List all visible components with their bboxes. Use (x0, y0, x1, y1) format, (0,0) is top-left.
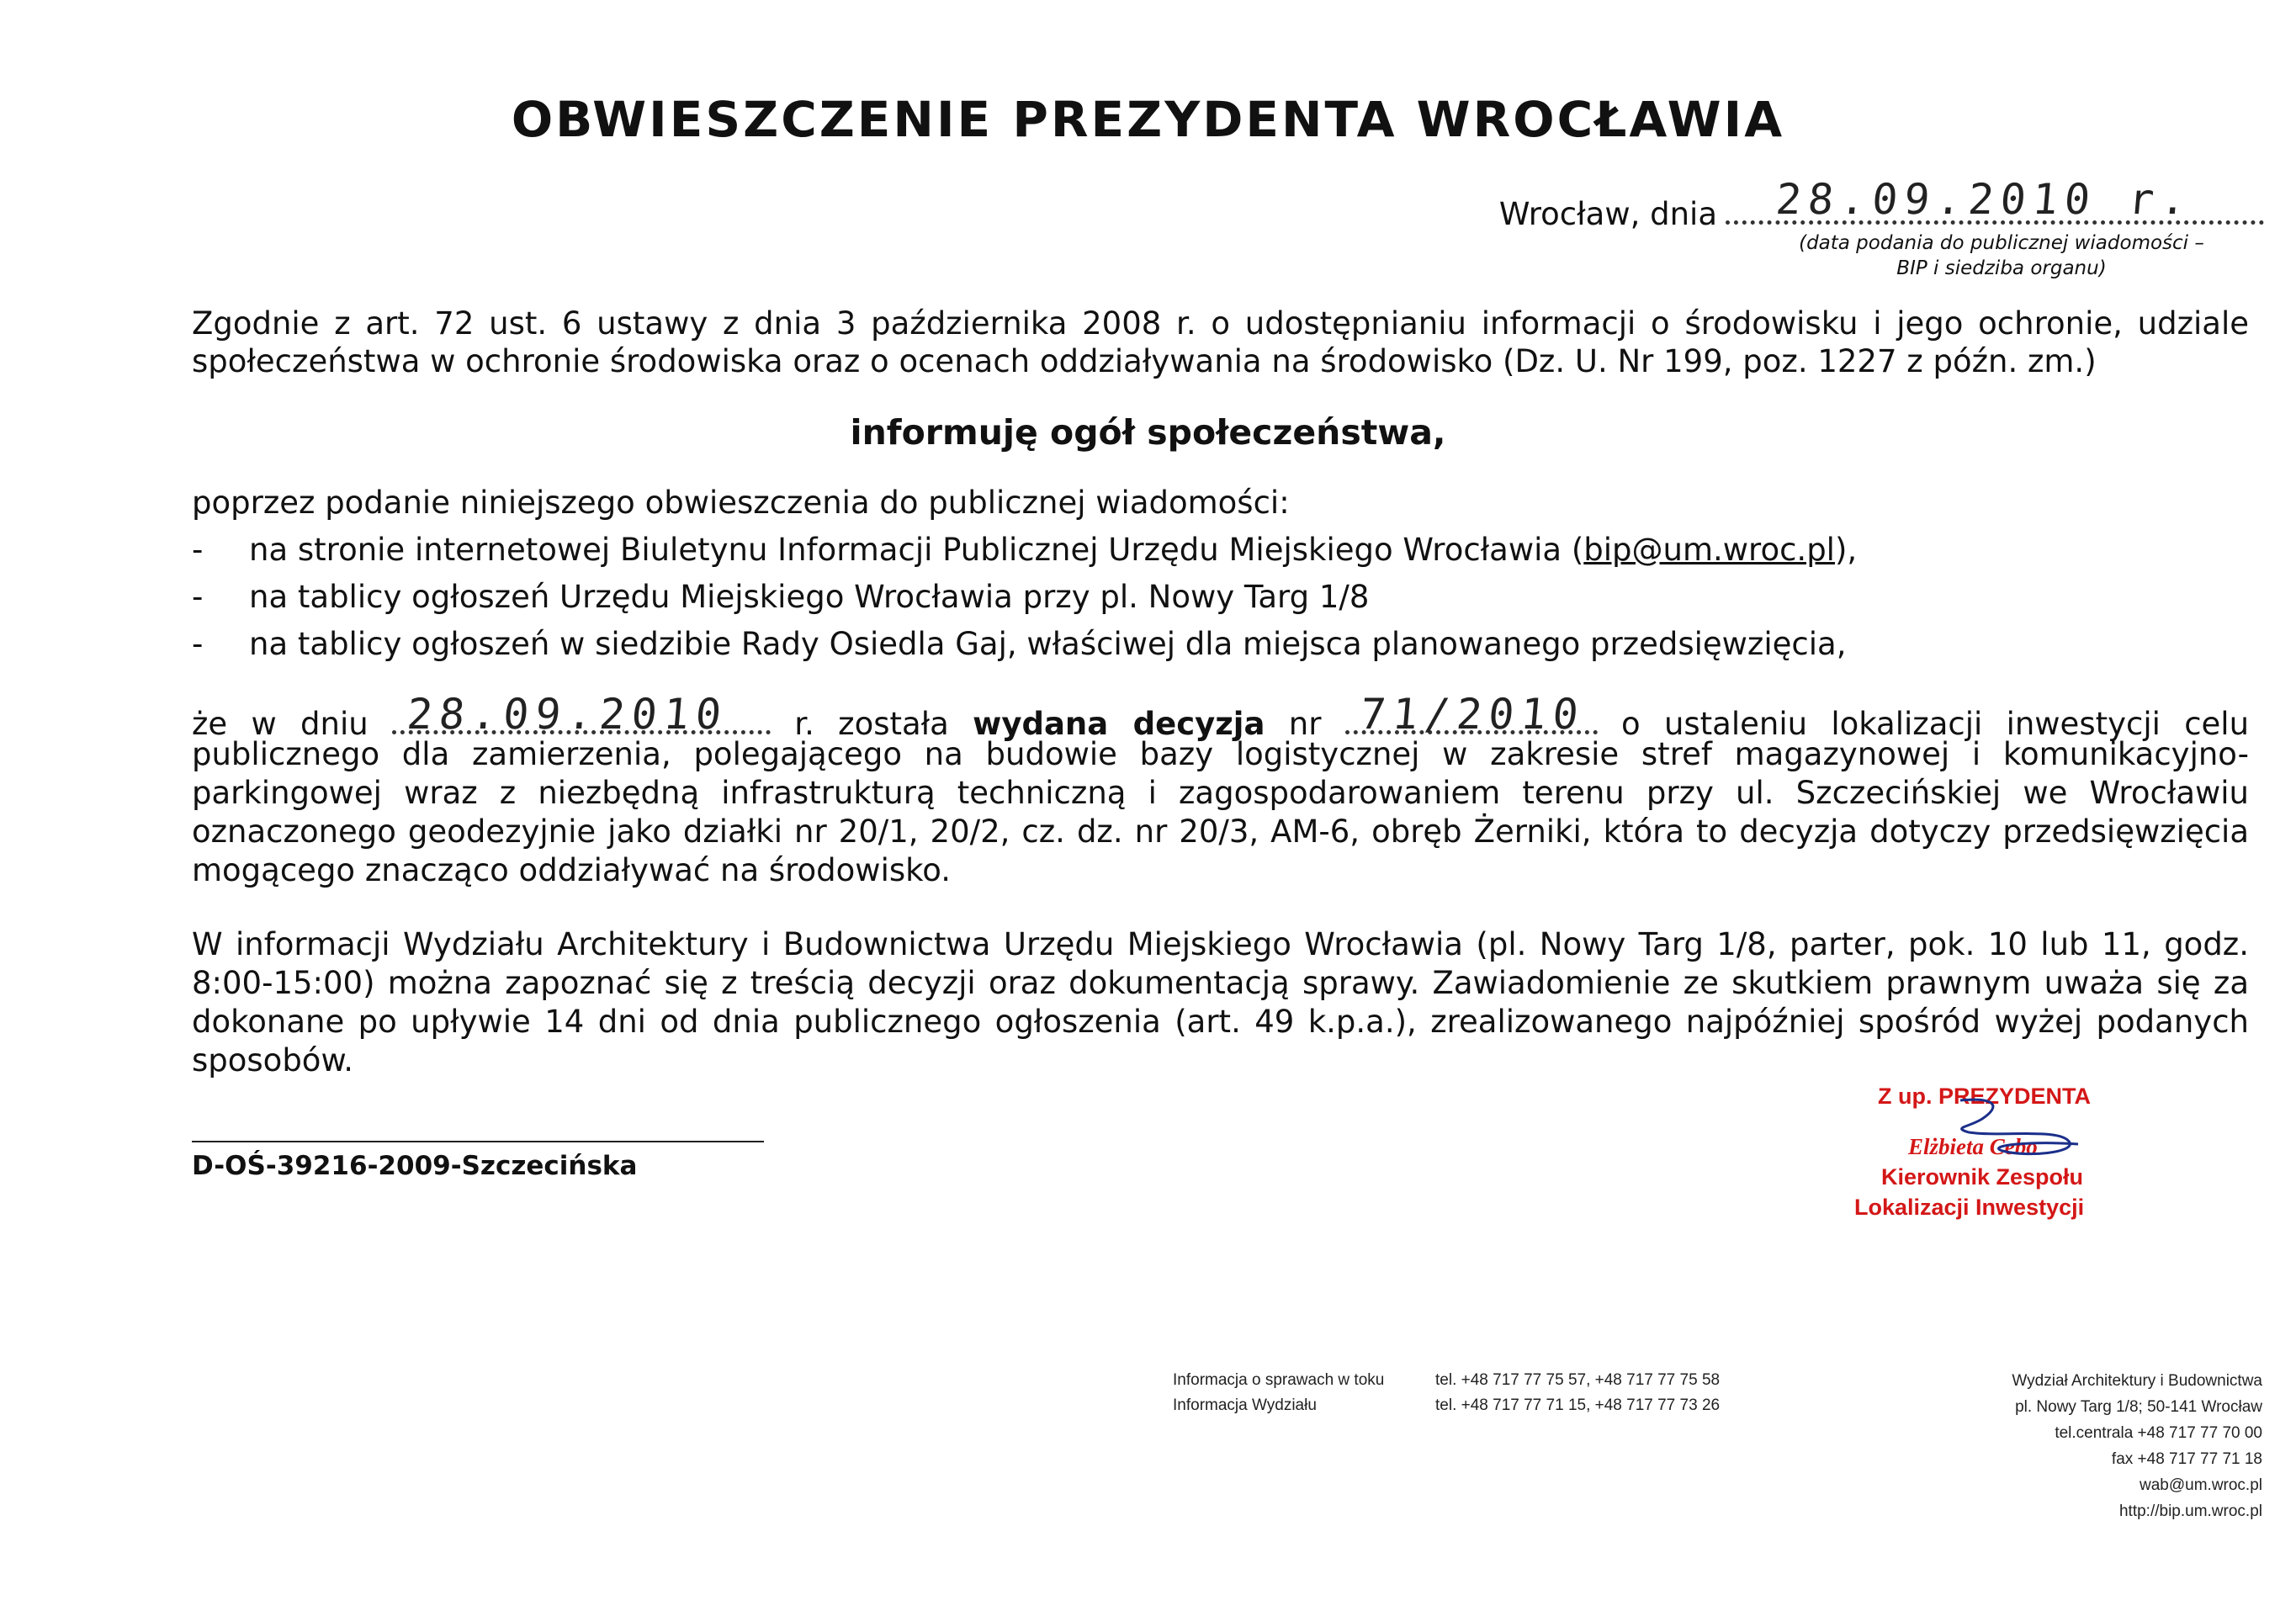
signature-rule (192, 1141, 764, 1142)
decision-text: nr (1288, 706, 1322, 742)
signature-stroke (1960, 1100, 2078, 1154)
footer-email[interactable]: wab@um.wroc.pl (2140, 1476, 2262, 1494)
list-item-text: ), (1834, 532, 1858, 568)
list-item-text: na tablicy ogłoszeń Urzędu Miejskiego Wrocławia przy pl. Nowy Targ 1/8 (249, 579, 1370, 615)
inform-heading: informuję ogół społeczeństwa, (850, 412, 1446, 453)
footer-address (2012, 1368, 2262, 1524)
list-dash: - (192, 579, 204, 615)
list-item-text: na tablicy ogłoszeń w siedzibie Rady Osiedla Gaj, właściwej dla miejsca planowanego przedsięwzięcia, (249, 626, 1847, 662)
date-note-line-1: (data podania do publicznej wiadomości – (1799, 232, 2204, 254)
footer-value: tel. +48 717 77 71 15, +48 717 77 73 26 (1435, 1396, 1721, 1414)
footer-row (1173, 1368, 1720, 1393)
footer-label: Informacja o sprawach w toku (1173, 1371, 1385, 1389)
decision-number-field (1345, 690, 1598, 739)
stamp-line-4: Lokalizacji Inwestycji (1854, 1195, 2085, 1220)
decision-text: r. została (794, 706, 949, 742)
handwritten-signature (1901, 1094, 2103, 1169)
list-item (192, 532, 1857, 579)
decision-bold: wydana decyzja (973, 706, 1265, 742)
bip-email-link[interactable]: bip@um.wroc.pl (1583, 532, 1835, 568)
footer-contacts (1173, 1368, 1720, 1418)
stamp-line-2: Elżbieta Cebo (1908, 1134, 2038, 1159)
date-note (1766, 231, 2237, 281)
publication-ways (192, 532, 1857, 673)
legal-basis: Zgodnie z art. 72 ust. 6 ustawy z dnia 3 października 2008 r. o udostępnianiu informacji o środowisku i jego ochronie, udziale społeczeństwa w ochronie środowiska oraz o ocenach oddziaływania na środowisko (Dz. U. Nr 199, poz. 1227 z późn. zm.) (192, 305, 2249, 379)
handwritten-decision-number: 71/2010 (1358, 690, 1587, 739)
info-paragraph: W informacji Wydziału Architektury i Budownictwa Urzędu Miejskiego Wrocławia (pl. Nowy Targ 1/8, parter, pok. 10 lub 11, godz. 8:00-15:00) można zapoznać się z treścią decyzji oraz dokumentacją sprawy. Zawiadomienie ze skutkiem prawnym uważa się za dokonane po upływie 14 dni od dnia publicznego ogłoszenia (art. 49 k.p.a.), zrealizowanego najpóźniej spośród wyżej podanych sposobów. (192, 926, 2249, 1078)
stamp-line-1: Z up. PREZYDENTA (1878, 1084, 2091, 1109)
list-item (192, 579, 1857, 626)
publication-intro: poprzez podanie niniejszego obwieszczenia do publicznej wiadomości: (192, 485, 1290, 521)
stamp-line-3: Kierownik Zespołu (1881, 1164, 2084, 1190)
footer-fax: fax +48 717 77 71 18 (2111, 1450, 2262, 1468)
handwritten-date: 28.09.2010 r. (1774, 175, 2195, 224)
case-reference: D-OŚ-39216-2009-Szczecińska (192, 1151, 638, 1181)
footer-label: Informacja Wydziału (1173, 1396, 1317, 1414)
place-date (1498, 175, 2264, 232)
date-field (1726, 175, 2264, 225)
footer-street: pl. Nowy Targ 1/8; 50-141 Wrocław (2015, 1398, 2262, 1416)
date-note-line-2: BIP i siedziba organu) (1896, 257, 2107, 279)
decision-date-field (392, 690, 771, 739)
decision-text: o ustaleniu lokalizacji inwestycji celu (1621, 706, 2250, 742)
decision-text: że w dniu (192, 706, 369, 742)
document-title: OBWIESZCZENIE PREZYDENTA WROCŁAWIA (511, 91, 1785, 148)
footer-row (1173, 1393, 1720, 1418)
list-dash: - (192, 532, 204, 568)
footer-phone: tel.centrala +48 717 77 70 00 (2055, 1424, 2262, 1442)
list-item (192, 626, 1857, 673)
decision-description: publicznego dla zamierzenia, polegającego na budowie bazy logistycznej w zakresie stref magazynowej i komunikacyjno-parkingowej wraz z niezbędną infrastrukturą techniczną i zagospodarowaniem terenu przy ul. Szczecińskiej we Wrocławiu oznaczonego geodezyjnie jako działki nr 20/1, 20/2, cz. dz. nr 20/3, AM-6, obręb Żerniki, która to decyzja dotyczy przedsięwzięcia mogącego znacząco oddziaływać na środowisko. (192, 736, 2249, 888)
footer-website[interactable]: http://bip.um.wroc.pl (2118, 1502, 2262, 1520)
place-date-label: Wrocław, dnia (1498, 196, 1717, 232)
footer-value: tel. +48 717 77 75 57, +48 717 77 75 58 (1435, 1371, 1721, 1389)
list-dash: - (192, 626, 204, 662)
handwritten-decision-date: 28.09.2010 (405, 690, 730, 739)
list-item-text: na stronie internetowej Biuletynu Informacji Publicznej Urzędu Miejskiego Wrocławia ( (249, 532, 1584, 568)
footer-dept: Wydział Architektury i Budownictwa (2012, 1372, 2262, 1390)
